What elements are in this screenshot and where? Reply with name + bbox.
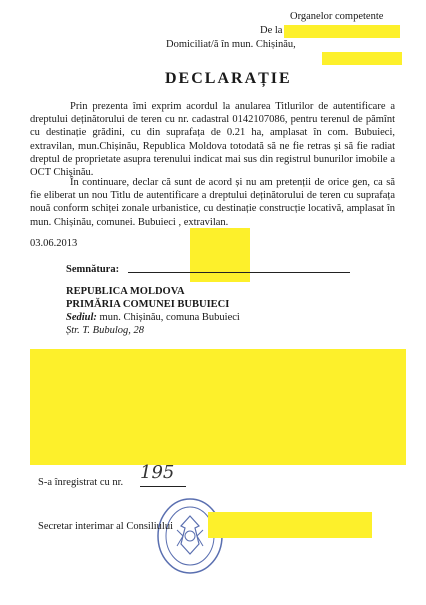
seat-label: Sediul: [66,312,97,323]
redacted-signature [190,228,250,282]
registration-number: 195 [140,462,175,483]
signature-label: Semnătura: [66,264,120,275]
redacted-name [284,25,400,38]
signature-line [128,272,350,273]
seat-value: mun. Chișinău, comuna Bubuieci [99,312,240,323]
redacted-secretary [208,512,372,538]
document-date: 03.06.2013 [30,238,78,249]
registration-label: S-a înregistrat cu nr. [38,477,124,488]
redacted-address [322,52,402,65]
institution-country: REPUBLICA MOLDOVA [66,286,185,297]
paragraph-2-text: În continuare, declar că sunt de acord și nu am pretenții de orice gen, ca să fie eliberat un nou Titlu de autentificare a dreptului deținătorului de teren cu suprafața nouă conform schiței zonale urbanistice, cu destinație construcție locativă, amplasat în mun. Chișinău, comunei. Bubuieci , extravilan. [30,177,395,228]
redacted-block [30,349,406,465]
institution-seat [66,311,240,324]
secretary-label: Secretar interimar al Consiliului [38,521,174,532]
from-label: De la [260,25,283,36]
domicile-label: Domiciliat/ă în mun. Chișinău, [166,39,296,50]
paragraph-1-text: Prin prezenta îmi exprim acordul la anularea Titlurilor de autentificare a dreptului deținătorului de teren cu nr. cadastral 0142107086, pentru terenul de pămînt cu destinație grădini, cu din suprafața de 0.21 ha, amplasat în com. Bubuieci, extravilan, mun.Chișinău, Republica Moldova totodată să ne fie retras și să fie radiat dreptul de proprietate asupra terenului indicat mai sus din registrul bunurilor imobile a OCT Chișinău. [30,101,395,179]
paragraph-2 [30,176,395,229]
registration-line [140,486,186,487]
recipient-line: Organelor competente [290,11,384,22]
document-title: DECLARAȚIE [165,70,292,87]
institution-name: PRIMĂRIA COMUNEI BUBUIECI [66,299,230,310]
institution-street: Ștr. T. Bubulog, 28 [66,325,144,336]
paragraph-1 [30,100,395,179]
